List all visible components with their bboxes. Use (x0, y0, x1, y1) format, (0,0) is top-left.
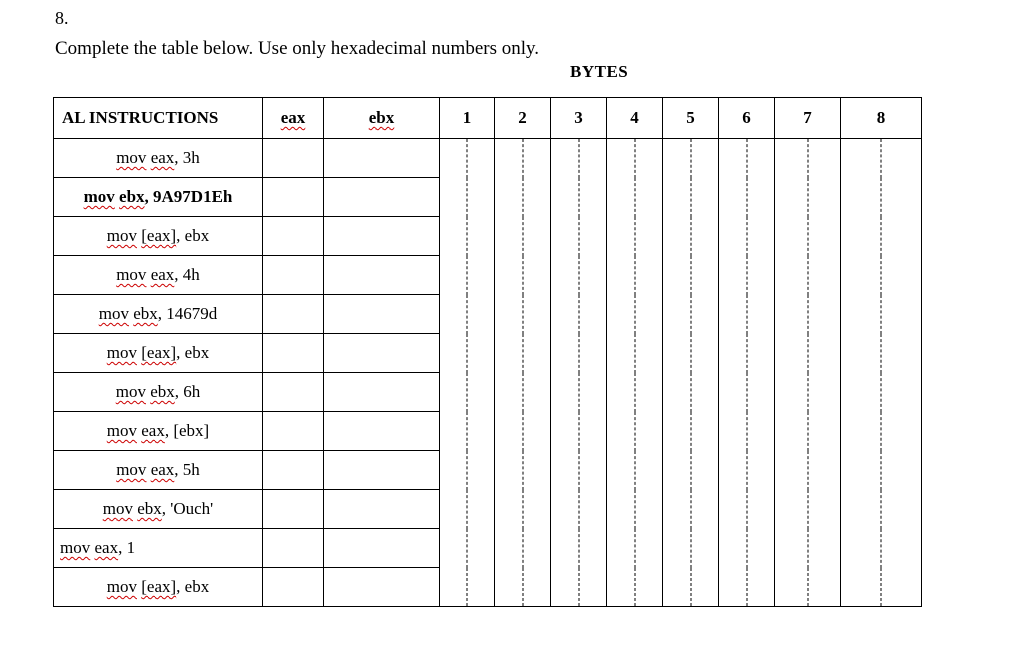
byte-3-answer-cell[interactable] (551, 568, 607, 607)
instruction-operand: [eax] (141, 343, 177, 362)
instruction-operand: ebx (133, 304, 158, 323)
eax-answer-cell[interactable] (263, 412, 324, 451)
instruction-value: , 1 (118, 538, 136, 557)
instruction-mnemonic: mov (115, 382, 146, 401)
header-ebx-label: ebx (368, 108, 395, 127)
byte-7-answer-cell[interactable] (775, 490, 841, 529)
table-row (54, 334, 922, 373)
ebx-answer-cell[interactable] (324, 295, 440, 334)
byte-1-answer-cell[interactable] (440, 178, 495, 217)
byte-7-answer-cell[interactable] (775, 295, 841, 334)
ebx-answer-cell[interactable] (324, 217, 440, 256)
byte-8-answer-cell[interactable] (841, 412, 922, 451)
byte-2-answer-cell[interactable] (495, 412, 551, 451)
byte-3-answer-cell[interactable] (551, 451, 607, 490)
byte-2-answer-cell[interactable] (495, 178, 551, 217)
byte-6-answer-cell[interactable] (719, 178, 775, 217)
instruction-mnemonic: mov (106, 226, 137, 245)
byte-3-answer-cell[interactable] (551, 490, 607, 529)
header-byte-1: 1 (440, 98, 495, 139)
byte-5-answer-cell[interactable] (663, 568, 719, 607)
instruction-cell (54, 490, 263, 529)
byte-4-answer-cell[interactable] (607, 490, 663, 529)
byte-6-answer-cell[interactable] (719, 568, 775, 607)
table-row (54, 490, 922, 529)
instruction-operand: eax (94, 538, 119, 557)
header-eax-label: eax (280, 108, 306, 127)
ebx-answer-cell[interactable] (324, 256, 440, 295)
byte-1-answer-cell[interactable] (440, 256, 495, 295)
byte-7-answer-cell[interactable] (775, 217, 841, 256)
byte-6-answer-cell[interactable] (719, 295, 775, 334)
table-row (54, 412, 922, 451)
byte-1-answer-cell[interactable] (440, 490, 495, 529)
table-row (54, 139, 922, 178)
byte-8-answer-cell[interactable] (841, 529, 922, 568)
byte-7-answer-cell[interactable] (775, 373, 841, 412)
byte-6-answer-cell[interactable] (719, 256, 775, 295)
instruction-mnemonic: mov (116, 460, 147, 479)
byte-1-answer-cell[interactable] (440, 139, 495, 178)
byte-5-answer-cell[interactable] (663, 217, 719, 256)
eax-answer-cell[interactable] (263, 178, 324, 217)
byte-8-answer-cell[interactable] (841, 217, 922, 256)
table-row (54, 178, 922, 217)
byte-4-answer-cell[interactable] (607, 529, 663, 568)
byte-5-answer-cell[interactable] (663, 334, 719, 373)
instruction-cell (54, 568, 263, 607)
byte-2-answer-cell[interactable] (495, 256, 551, 295)
byte-5-answer-cell[interactable] (663, 490, 719, 529)
eax-answer-cell[interactable] (263, 139, 324, 178)
byte-4-answer-cell[interactable] (607, 295, 663, 334)
header-byte-8: 8 (841, 98, 922, 139)
instruction-value: , ebx (176, 577, 210, 596)
byte-2-answer-cell[interactable] (495, 451, 551, 490)
byte-5-answer-cell[interactable] (663, 139, 719, 178)
byte-4-answer-cell[interactable] (607, 373, 663, 412)
instruction-operand: [eax] (141, 577, 177, 596)
ebx-answer-cell[interactable] (324, 568, 440, 607)
eax-answer-cell[interactable] (263, 217, 324, 256)
byte-7-answer-cell[interactable] (775, 412, 841, 451)
instruction-cell (54, 256, 263, 295)
eax-answer-cell[interactable] (263, 451, 324, 490)
byte-1-answer-cell[interactable] (440, 334, 495, 373)
byte-7-answer-cell[interactable] (775, 568, 841, 607)
byte-6-answer-cell[interactable] (719, 412, 775, 451)
byte-2-answer-cell[interactable] (495, 217, 551, 256)
eax-answer-cell[interactable] (263, 568, 324, 607)
instruction-cell (54, 295, 263, 334)
byte-4-answer-cell[interactable] (607, 451, 663, 490)
eax-answer-cell[interactable] (263, 373, 324, 412)
instruction-value: , 6h (174, 382, 201, 401)
instruction-operand: [eax] (141, 226, 177, 245)
byte-8-answer-cell[interactable] (841, 295, 922, 334)
ebx-answer-cell[interactable] (324, 490, 440, 529)
byte-3-answer-cell[interactable] (551, 217, 607, 256)
eax-answer-cell[interactable] (263, 334, 324, 373)
instruction-value: , 5h (174, 460, 200, 479)
byte-7-answer-cell[interactable] (775, 178, 841, 217)
byte-2-answer-cell[interactable] (495, 529, 551, 568)
bytes-heading: BYTES (570, 62, 629, 81)
byte-2-answer-cell[interactable] (495, 295, 551, 334)
instruction-operand: ebx (119, 187, 145, 206)
byte-3-answer-cell[interactable] (551, 178, 607, 217)
byte-2-answer-cell[interactable] (495, 490, 551, 529)
instruction-value: , 3h (174, 148, 200, 167)
byte-6-answer-cell[interactable] (719, 529, 775, 568)
byte-1-answer-cell[interactable] (440, 529, 495, 568)
ebx-answer-cell[interactable] (324, 178, 440, 217)
instruction-operand: eax (150, 148, 175, 167)
instruction-mnemonic: mov (102, 499, 133, 518)
instruction-mnemonic: mov (98, 304, 129, 323)
header-byte-4: 4 (607, 98, 663, 139)
byte-1-answer-cell[interactable] (440, 451, 495, 490)
instruction-value: , 4h (174, 265, 200, 284)
byte-3-answer-cell[interactable] (551, 373, 607, 412)
ebx-answer-cell[interactable] (324, 412, 440, 451)
table-row (54, 529, 922, 568)
header-instructions: AL INSTRUCTIONS (54, 98, 263, 139)
byte-6-answer-cell[interactable] (719, 373, 775, 412)
byte-4-answer-cell[interactable] (607, 412, 663, 451)
ebx-answer-cell[interactable] (324, 529, 440, 568)
header-ebx (324, 98, 440, 139)
instruction-operand: ebx (150, 382, 175, 401)
byte-5-answer-cell[interactable] (663, 529, 719, 568)
instruction-mnemonic: mov (116, 148, 147, 167)
byte-5-answer-cell[interactable] (663, 412, 719, 451)
header-byte-3: 3 (551, 98, 607, 139)
header-eax (263, 98, 324, 139)
byte-3-answer-cell[interactable] (551, 334, 607, 373)
byte-6-answer-cell[interactable] (719, 451, 775, 490)
ebx-answer-cell[interactable] (324, 139, 440, 178)
byte-2-answer-cell[interactable] (495, 139, 551, 178)
instruction-mnemonic: mov (83, 187, 115, 206)
byte-1-answer-cell[interactable] (440, 412, 495, 451)
byte-5-answer-cell[interactable] (663, 178, 719, 217)
byte-3-answer-cell[interactable] (551, 256, 607, 295)
header-byte-6: 6 (719, 98, 775, 139)
table-row (54, 217, 922, 256)
byte-5-answer-cell[interactable] (663, 451, 719, 490)
instruction-cell (54, 217, 263, 256)
instruction-value: , 9A97D1Eh (144, 187, 233, 206)
byte-7-answer-cell[interactable] (775, 334, 841, 373)
byte-5-answer-cell[interactable] (663, 256, 719, 295)
byte-6-answer-cell[interactable] (719, 490, 775, 529)
byte-7-answer-cell[interactable] (775, 256, 841, 295)
instruction-mnemonic: mov (106, 343, 137, 362)
byte-1-answer-cell[interactable] (440, 295, 495, 334)
header-byte-5: 5 (663, 98, 719, 139)
byte-3-answer-cell[interactable] (551, 412, 607, 451)
byte-5-answer-cell[interactable] (663, 373, 719, 412)
table-row (54, 373, 922, 412)
instruction-cell (54, 529, 263, 568)
instruction-mnemonic: mov (106, 577, 137, 596)
instruction-value: , ebx (176, 226, 210, 245)
byte-4-answer-cell[interactable] (607, 568, 663, 607)
instruction-mnemonic: mov (60, 538, 91, 557)
instruction-cell (54, 373, 263, 412)
eax-answer-cell[interactable] (263, 256, 324, 295)
table-row (54, 256, 922, 295)
instruction-operand: ebx (137, 499, 162, 518)
instruction-table (53, 97, 922, 607)
table-row (54, 568, 922, 607)
byte-8-answer-cell[interactable] (841, 178, 922, 217)
ebx-answer-cell[interactable] (324, 451, 440, 490)
byte-4-answer-cell[interactable] (607, 334, 663, 373)
byte-1-answer-cell[interactable] (440, 568, 495, 607)
byte-2-answer-cell[interactable] (495, 334, 551, 373)
byte-8-answer-cell[interactable] (841, 451, 922, 490)
byte-4-answer-cell[interactable] (607, 217, 663, 256)
header-byte-7: 7 (775, 98, 841, 139)
ebx-answer-cell[interactable] (324, 334, 440, 373)
byte-5-answer-cell[interactable] (663, 295, 719, 334)
byte-8-answer-cell[interactable] (841, 490, 922, 529)
instruction-cell (54, 451, 263, 490)
instruction-value: , 14679d (157, 304, 218, 323)
instruction-operand: eax (150, 265, 175, 284)
instruction-cell (54, 412, 263, 451)
instruction-operand: eax (141, 421, 165, 440)
instruction-value: , ebx (176, 343, 210, 362)
question-number: 8. (55, 8, 69, 28)
question-prompt: Complete the table below. Use only hexadecimal numbers only. (55, 38, 540, 59)
table-row (54, 451, 922, 490)
byte-7-answer-cell[interactable] (775, 139, 841, 178)
eax-answer-cell[interactable] (263, 490, 324, 529)
byte-8-answer-cell[interactable] (841, 568, 922, 607)
byte-3-answer-cell[interactable] (551, 529, 607, 568)
ebx-answer-cell[interactable] (324, 373, 440, 412)
instruction-value: , 'Ouch' (161, 499, 214, 518)
byte-4-answer-cell[interactable] (607, 139, 663, 178)
instruction-operand: eax (150, 460, 175, 479)
byte-2-answer-cell[interactable] (495, 373, 551, 412)
byte-2-answer-cell[interactable] (495, 568, 551, 607)
header-byte-2: 2 (495, 98, 551, 139)
instruction-mnemonic: mov (106, 421, 137, 440)
byte-7-answer-cell[interactable] (775, 529, 841, 568)
eax-answer-cell[interactable] (263, 529, 324, 568)
byte-8-answer-cell[interactable] (841, 373, 922, 412)
byte-4-answer-cell[interactable] (607, 256, 663, 295)
table-row (54, 295, 922, 334)
instruction-cell (54, 178, 263, 217)
eax-answer-cell[interactable] (263, 295, 324, 334)
byte-8-answer-cell[interactable] (841, 334, 922, 373)
byte-1-answer-cell[interactable] (440, 217, 495, 256)
byte-8-answer-cell[interactable] (841, 139, 922, 178)
byte-4-answer-cell[interactable] (607, 178, 663, 217)
byte-6-answer-cell[interactable] (719, 139, 775, 178)
instruction-cell (54, 334, 263, 373)
byte-6-answer-cell[interactable] (719, 334, 775, 373)
byte-6-answer-cell[interactable] (719, 217, 775, 256)
byte-3-answer-cell[interactable] (551, 295, 607, 334)
instruction-mnemonic: mov (116, 265, 147, 284)
byte-3-answer-cell[interactable] (551, 139, 607, 178)
header-row (54, 98, 922, 139)
instruction-cell (54, 139, 263, 178)
byte-7-answer-cell[interactable] (775, 451, 841, 490)
instruction-value: , [ebx] (164, 421, 210, 440)
byte-8-answer-cell[interactable] (841, 256, 922, 295)
byte-1-answer-cell[interactable] (440, 373, 495, 412)
